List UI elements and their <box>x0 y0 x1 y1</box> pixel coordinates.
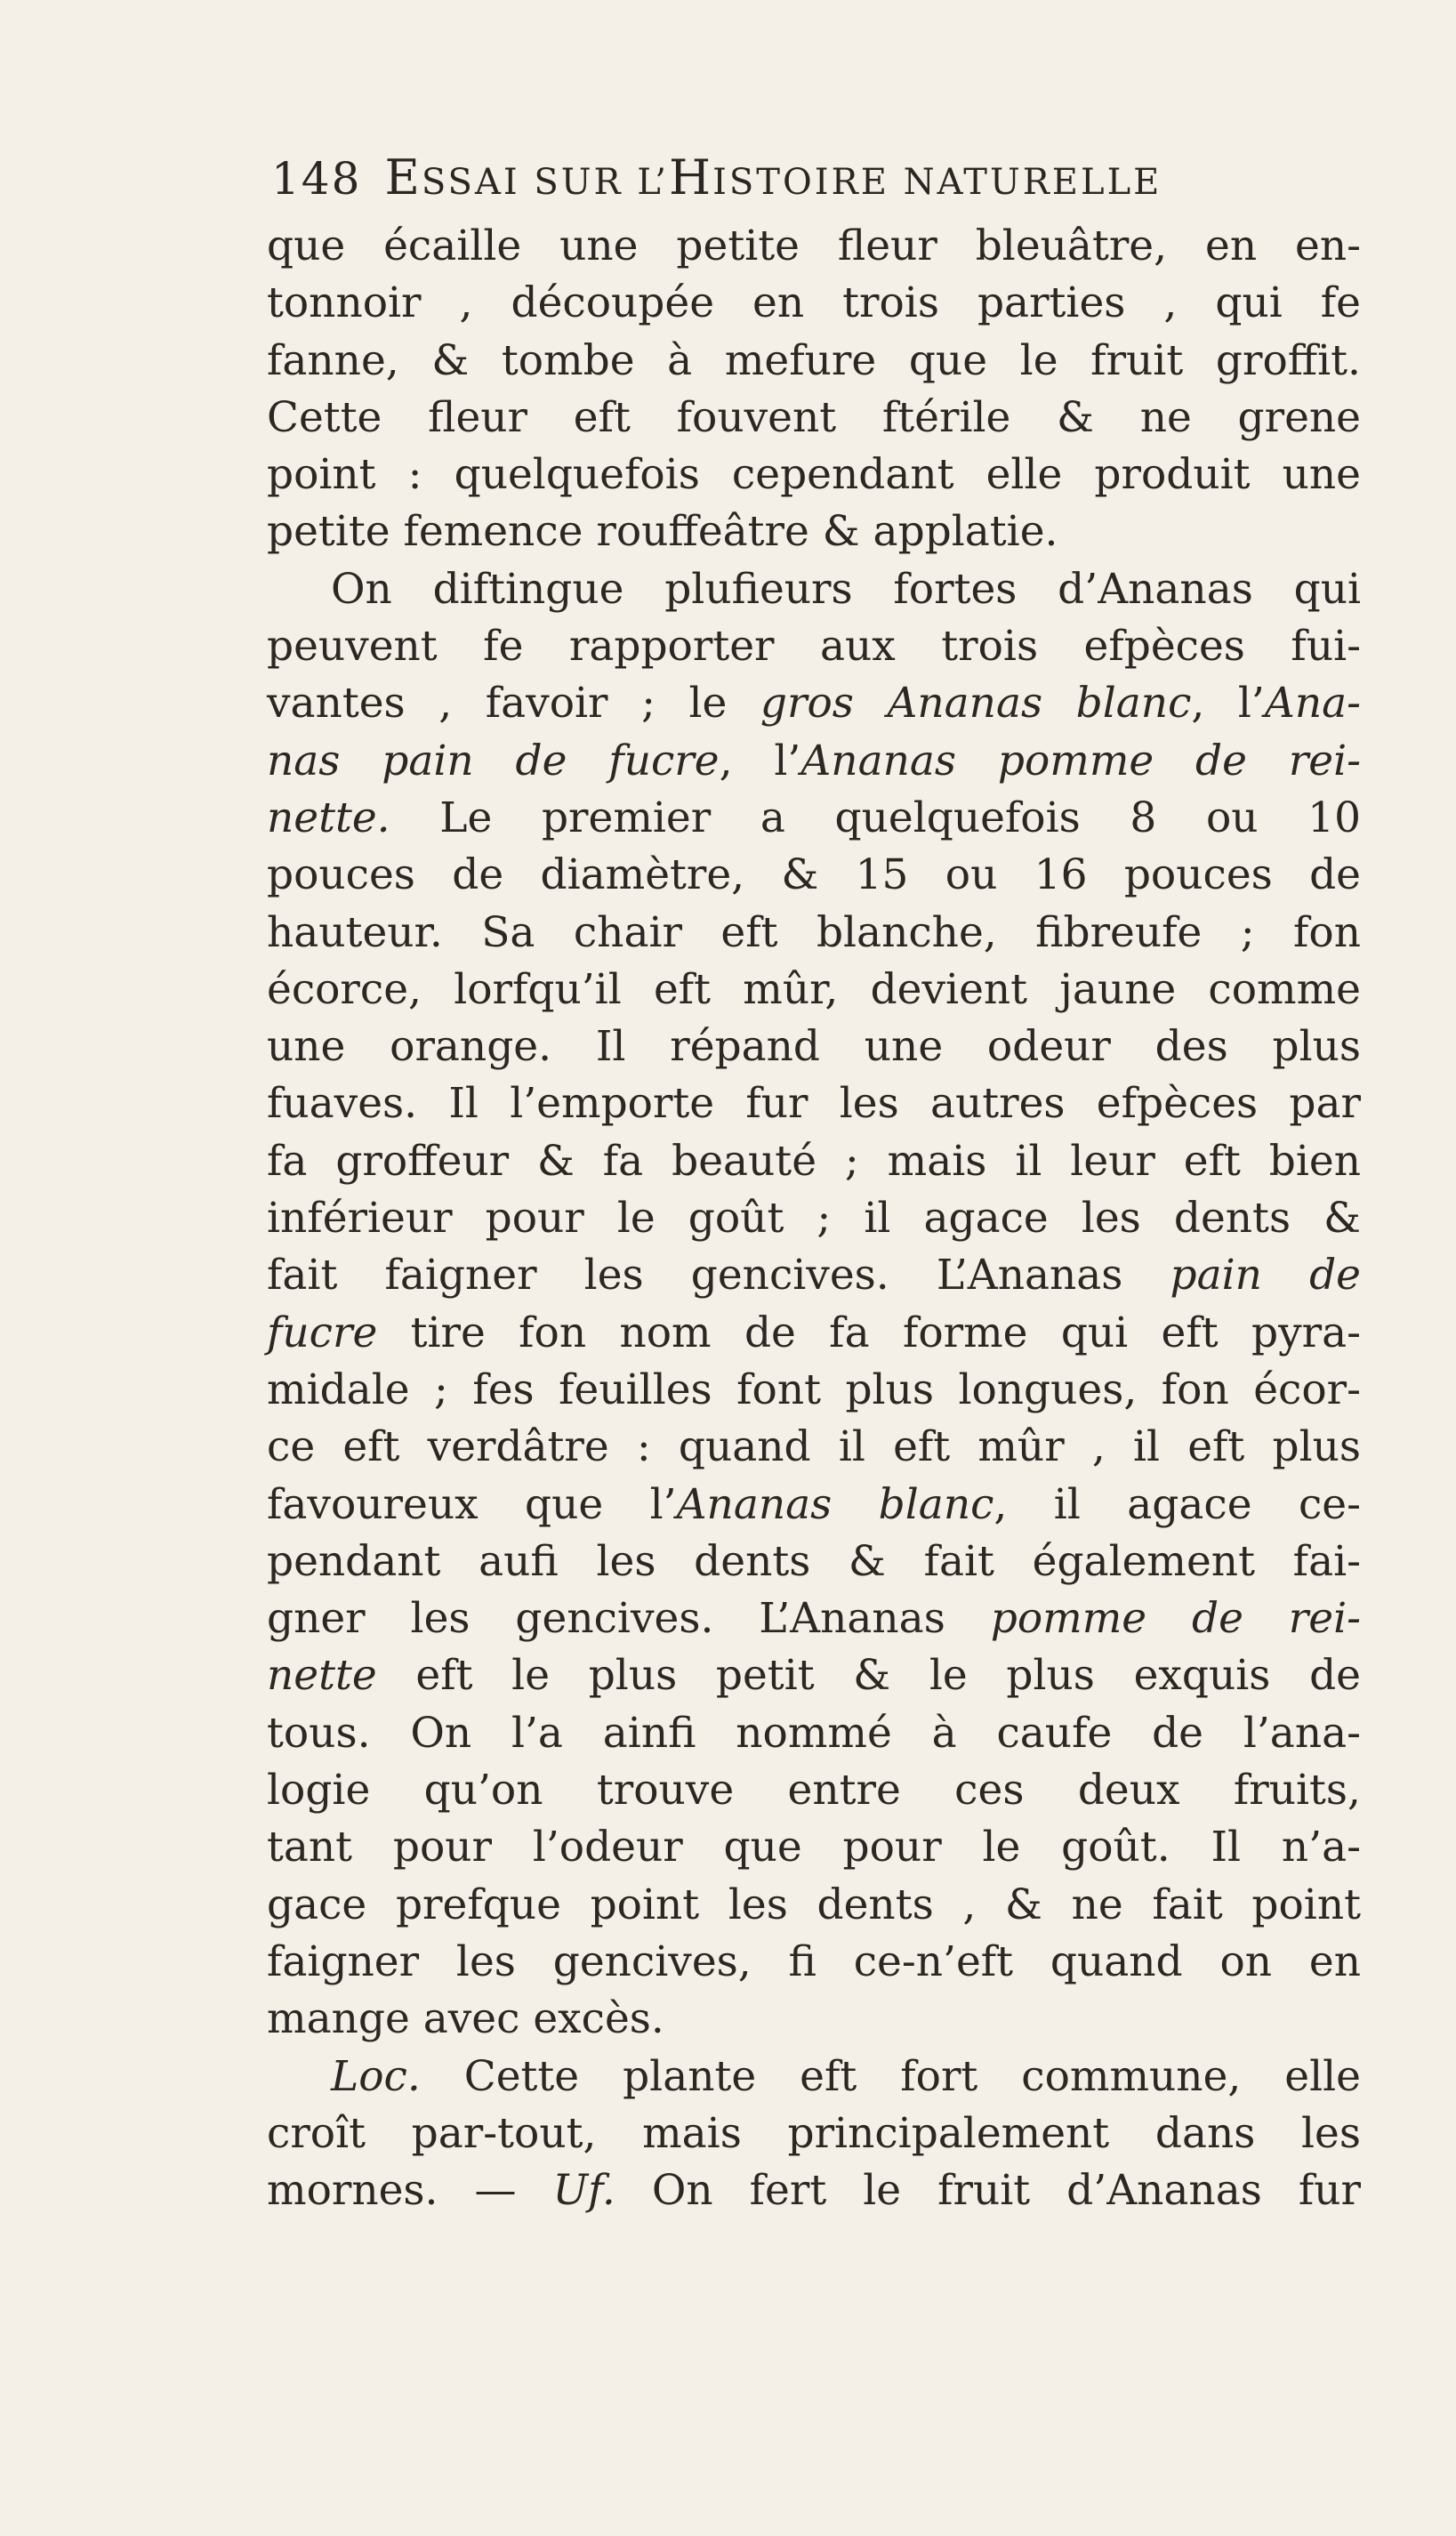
text-segment: , l’ <box>719 736 801 785</box>
body-text <box>267 218 1361 2219</box>
text-line-35 <box>267 2162 1361 2219</box>
text-line-3: fanne, & tombe à mefure que le fruit groffit. <box>267 335 1361 385</box>
text-line-31: faigner les gencives, fi ce-n’eft quand on en <box>267 1936 1361 1986</box>
text-line-21: midale ; fes feuilles font plus longues, fon écor- <box>267 1365 1361 1414</box>
text-line-22: ce eft verdâtre : quand il eft mûr , il eft plus <box>267 1422 1361 1472</box>
italic-segment: Ananas pomme de rei- <box>800 736 1362 785</box>
text-line-23 <box>267 1477 1361 1534</box>
text-line-16: fuaves. Il l’emporte fur les autres efpèces par <box>267 1079 1361 1129</box>
italic-segment: Uf. <box>552 2166 615 2216</box>
text-segment: fait faigner les gencives. L’Ananas <box>267 1251 1123 1300</box>
italic-segment: nette. <box>267 793 390 842</box>
text-line-12: pouces de diamètre, & 15 ou 16 pouces de <box>267 850 1361 900</box>
text-line-25 <box>267 1590 1361 1647</box>
text-line-24: pendant aufi les dents & fait également fai- <box>267 1536 1361 1586</box>
italic-segment: nette <box>267 1651 377 1701</box>
text-line-26 <box>267 1647 1361 1704</box>
text-line-30: gace prefque point les dents , & ne fait point <box>267 1880 1361 1929</box>
text-line-8: peuvent fe rapporter aux trois efpèces fui- <box>267 622 1361 672</box>
running-head-part-1: SSAI SUR L’ <box>421 162 669 203</box>
text-line-9 <box>267 675 1361 732</box>
running-head-initial-e: E <box>384 149 422 205</box>
text-line-27: tous. On l’a ainfi nommé à caufe de l’ana- <box>267 1708 1361 1758</box>
text-segment: favoureux que l’ <box>267 1479 677 1529</box>
text-segment: tire fon nom de fa forme qui eft pyra- <box>377 1308 1361 1357</box>
text-line-20 <box>267 1305 1361 1362</box>
italic-segment: nas pain de fucre <box>267 736 720 785</box>
text-line-5: point : quelquefois cependant elle produit une <box>267 450 1361 500</box>
page-number: 148 <box>271 153 362 205</box>
text-line-1: que écaille une petite fleur bleuâtre, en en- <box>267 221 1361 270</box>
text-line-28: logie qu’on trouve entre ces deux fruits, <box>267 1766 1361 1815</box>
text-line-13: hauteur. Sa chair eft blanche, fibreufe ; fon <box>267 907 1361 957</box>
text-line-4: Cette fleur eft fouvent ftérile & ne grene <box>267 392 1361 442</box>
text-segment: Le premier a quelquefois 8 ou 10 <box>390 793 1361 842</box>
italic-segment: gros Ananas blanc <box>760 679 1192 729</box>
text-line-15: une orange. Il répand une odeur des plus <box>267 1022 1361 1072</box>
text-segment: On fert le fruit d’Ananas fur <box>615 2166 1361 2216</box>
text-line-19 <box>267 1247 1361 1304</box>
text-segment: , il agace ce- <box>993 1479 1361 1529</box>
text-line-7: On diftingue plufieurs fortes d’Ananas qui <box>331 564 1361 614</box>
text-line-14: écorce, lorfqu’il eft mûr, devient jaune comme <box>267 964 1361 1014</box>
text-line-34: croît par-tout, mais principalement dans les <box>267 2108 1361 2158</box>
italic-segment: fucre <box>267 1308 378 1357</box>
text-segment: gner les gencives. L’Ananas <box>267 1594 945 1644</box>
text-line-6: petite femence rouffeâtre & applatie. <box>267 507 1058 557</box>
text-line-10 <box>267 733 1361 790</box>
text-line-33 <box>267 2049 1361 2105</box>
text-segment: vantes , favoir ; le <box>267 679 728 729</box>
text-line-18: inférieur pour le goût ; il agace les dents & <box>267 1194 1361 1244</box>
running-head-part-2: ISTOIRE NATURELLE <box>712 162 1162 203</box>
italic-segment: pain de <box>1170 1251 1361 1300</box>
italic-segment: Loc. <box>331 2051 421 2101</box>
italic-segment: pomme de rei- <box>990 1594 1361 1644</box>
text-line-17: fa groffeur & fa beauté ; mais il leur eft bien <box>267 1136 1361 1186</box>
running-head-initial-h: H <box>669 149 713 205</box>
italic-segment: Ananas blanc <box>676 1479 994 1529</box>
text-segment: eft le plus petit & le plus exquis de <box>376 1651 1361 1701</box>
text-segment: Cette plante eft fort commune, elle <box>420 2051 1361 2101</box>
text-line-11 <box>267 790 1361 847</box>
running-head <box>271 149 1162 205</box>
italic-segment: Ana- <box>1264 679 1361 729</box>
text-line-2: tonnoir , découpée en trois parties , qui fe <box>267 278 1361 328</box>
text-segment: , l’ <box>1191 679 1265 729</box>
text-segment: mornes. — <box>267 2166 553 2216</box>
text-line-32: mange avec excès. <box>267 1994 664 2044</box>
text-line-29: tant pour l’odeur que pour le goût. Il n’a- <box>267 1823 1361 1872</box>
